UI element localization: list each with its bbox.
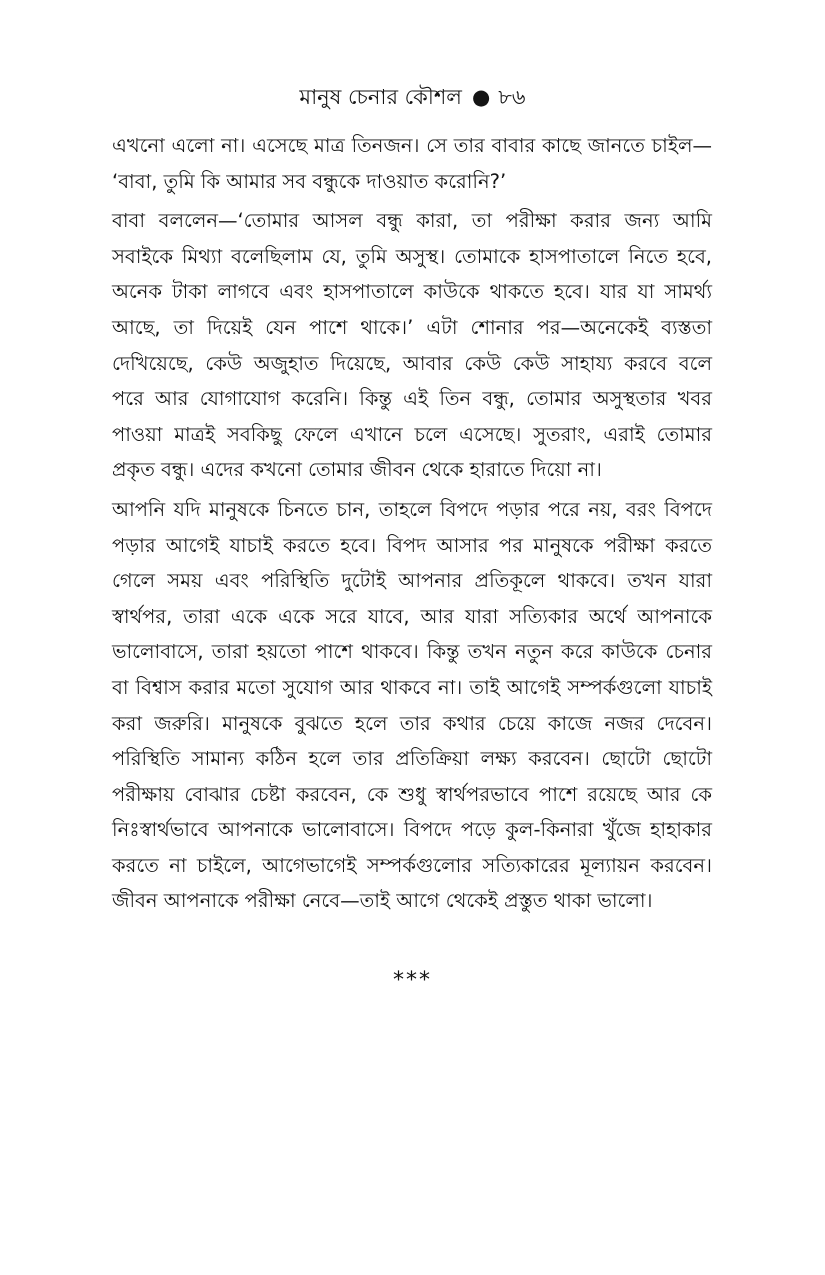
text-line: পরীক্ষায় বোঝার চেষ্টা করবেন, কে শুধু স্বার্থপরভাবে পাশে রয়েছে আর কে: [112, 782, 712, 806]
paragraph: [112, 203, 712, 488]
text-line: গেলে সময় এবং পরিস্থিতি দুটোই আপনার প্রতিকূলে থাকবে। তখন যারা: [112, 569, 712, 593]
text-line: প্রকৃত বন্ধু। এদের কখনো তোমার জীবন থেকে হারাতে দিয়ো না।: [112, 458, 602, 482]
book-title: মানুষ চেনার কৌশল: [299, 85, 462, 109]
bullet-separator: ●: [471, 85, 491, 109]
text-line: নিঃস্বার্থভাবে আপনাকে ভালোবাসে। বিপদে পড়ে কুল-কিনারা খুঁজে হাহাকার: [112, 818, 712, 842]
text-line: দেখিয়েছে, কেউ অজুহাত দিয়েছে, আবার কেউ কেউ সাহায্য করবে বলে: [112, 351, 712, 375]
text-line: সবাইকে মিথ্যা বলেছিলাম যে, তুমি অসুস্থ। তোমাকে হাসপাতালে নিতে হবে,: [112, 244, 712, 268]
section-break-asterisks: ***: [393, 968, 432, 993]
text-line: করা জরুরি। মানুষকে বুঝতে হলে তার কথার চেয়ে কাজে নজর দেবেন।: [112, 711, 712, 735]
text-line: এখনো এলো না। এসেছে মাত্র তিনজন। সে তার বাবার কাছে জানতে চাইল—: [112, 134, 712, 157]
running-header: [0, 82, 825, 112]
text-line: পরিস্থিতি সামান্য কঠিন হলে তার প্রতিক্রিয়া লক্ষ্য করবেন। ছোটো ছোটো: [112, 747, 712, 771]
text-line: ‘বাবা, তুমি কি আমার সব বন্ধুকে দাওয়াত করোনি?’: [112, 169, 507, 193]
text-line: বা বিশ্বাস করার মতো সুযোগ আর থাকবে না। তাই আগেই সম্পর্কগুলো যাচাই: [112, 675, 712, 699]
text-line: ভালোবাসে, তারা হয়তো পাশে থাকবে। কিন্তু তখন নতুন করে কাউকে চেনার: [112, 640, 712, 664]
text-line: পাওয়া মাত্রই সবকিছু ফেলে এখানে চলে এসেছে। সুতরাং, এরাই তোমার: [112, 422, 712, 446]
text-line: করতে না চাইলে, আগেভাগেই সম্পর্কগুলোর সত্যিকারের মূল্যায়ন করবেন।: [112, 853, 712, 877]
text-line: পড়ার আগেই যাচাই করতে হবে। বিপদ আসার পর মানুষকে পরীক্ষা করতে: [112, 533, 712, 557]
paragraph: [112, 128, 712, 199]
text-line: আছে, তা দিয়েই যেন পাশে থাকে।’ এটা শোনার পর—অনেকেই ব্যস্ততা: [112, 315, 712, 339]
text-line: পরে আর যোগাযোগ করেনি। কিন্তু এই তিন বন্ধু, তোমার অসুস্থতার খবর: [112, 387, 712, 411]
page-number: ৮৬: [498, 85, 526, 109]
text-line: স্বার্থপর, তারা একে একে সরে যাবে, আর যারা সত্যিকার অর্থে আপনাকে: [112, 604, 712, 628]
text-line: বাবা বললেন—‘তোমার আসল বন্ধু কারা, তা পরীক্ষা করার জন্য আমি: [112, 209, 712, 233]
text-line: আপনি যদি মানুষকে চিনতে চান, তাহলে বিপদে পড়ার পরে নয়, বরং বিপদে: [112, 497, 712, 521]
text-line: অনেক টাকা লাগবে এবং হাসপাতালে কাউকে থাকতে হবে। যার যা সামর্থ্য: [112, 280, 712, 304]
page-body: [112, 128, 712, 923]
paragraph: [112, 492, 712, 919]
text-line: জীবন আপনাকে পরীক্ষা নেবে—তাই আগে থেকেই প্রস্তুত থাকা ভালো।: [112, 889, 653, 913]
